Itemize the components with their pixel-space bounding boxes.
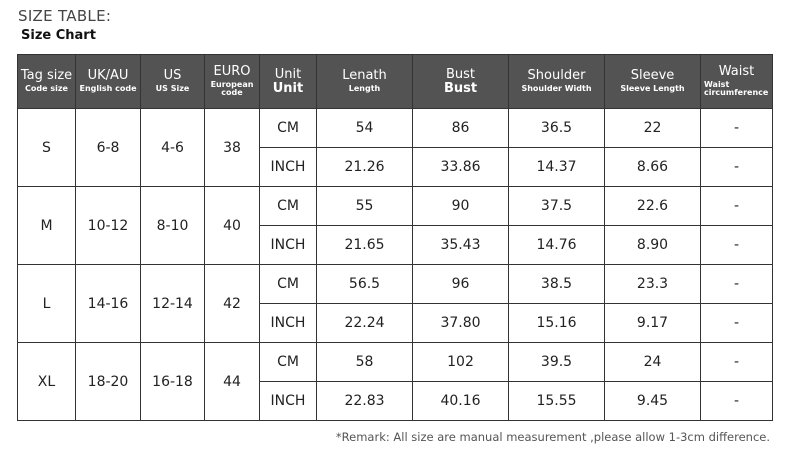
header-waist	[701, 55, 773, 109]
euro-cell: 40	[205, 187, 260, 265]
waist-cell: -	[701, 265, 773, 304]
header-main: Unit	[274, 66, 302, 82]
header-main: EURO	[213, 64, 251, 80]
waist-cell: -	[701, 187, 773, 226]
header-main: Tag size	[20, 68, 73, 84]
sleeve-cell: 24	[605, 343, 701, 382]
header-euro	[205, 55, 260, 109]
header-main: Sleeve	[630, 68, 675, 84]
bust-cell: 33.86	[413, 148, 509, 187]
bust-cell: 40.16	[413, 382, 509, 421]
bust-cell: 37.80	[413, 304, 509, 343]
shoulder-cell: 15.55	[509, 382, 605, 421]
header-sub: Unit	[272, 80, 304, 96]
uk-au-cell: 14-16	[76, 265, 141, 343]
waist-cell: -	[701, 109, 773, 148]
shoulder-cell: 15.16	[509, 304, 605, 343]
us-cell: 4-6	[141, 109, 205, 187]
header-sleeve	[605, 55, 701, 109]
unit-cell: CM	[260, 187, 317, 226]
waist-cell: -	[701, 382, 773, 421]
length-cell: 21.65	[317, 226, 413, 265]
sleeve-cell: 22	[605, 109, 701, 148]
tag-size-cell: XL	[18, 343, 76, 421]
unit-cell: INCH	[260, 304, 317, 343]
chart-subtitle: Size Chart	[21, 28, 96, 43]
unit-cell: CM	[260, 109, 317, 148]
waist-cell: -	[701, 304, 773, 343]
header-uk-au	[76, 55, 141, 109]
sleeve-cell: 9.45	[605, 382, 701, 421]
header-main: US	[163, 68, 182, 84]
shoulder-cell: 37.5	[509, 187, 605, 226]
header-main: Bust	[445, 66, 476, 82]
uk-au-cell: 18-20	[76, 343, 141, 421]
header-main: Shoulder	[527, 68, 586, 84]
sleeve-cell: 9.17	[605, 304, 701, 343]
length-cell: 55	[317, 187, 413, 226]
shoulder-cell: 36.5	[509, 109, 605, 148]
euro-cell: 44	[205, 343, 260, 421]
length-cell: 21.26	[317, 148, 413, 187]
header-sub: Waist circumference	[704, 79, 769, 98]
unit-cell: INCH	[260, 226, 317, 265]
header-main: UK/AU	[87, 68, 129, 84]
header-sub: English code	[79, 84, 137, 94]
table-row	[18, 187, 773, 226]
shoulder-cell: 39.5	[509, 343, 605, 382]
sleeve-cell: 8.66	[605, 148, 701, 187]
table-row	[18, 109, 773, 148]
header-main: Waist	[718, 64, 755, 80]
waist-cell: -	[701, 343, 773, 382]
unit-cell: CM	[260, 343, 317, 382]
us-cell: 16-18	[141, 343, 205, 421]
length-cell: 58	[317, 343, 413, 382]
header-sub: Length	[348, 84, 381, 94]
euro-cell: 38	[205, 109, 260, 187]
tag-size-cell: M	[18, 187, 76, 265]
header-bust	[413, 55, 509, 109]
header-main: Lenath	[342, 68, 387, 84]
header-unit	[260, 55, 317, 109]
sleeve-cell: 8.90	[605, 226, 701, 265]
bust-cell: 86	[413, 109, 509, 148]
shoulder-cell: 14.76	[509, 226, 605, 265]
remark-note: *Remark: All size are manual measurement ,please allow 1-3cm difference.	[335, 430, 770, 444]
sleeve-cell: 22.6	[605, 187, 701, 226]
header-sub: Sleeve Length	[620, 84, 685, 94]
length-cell: 56.5	[317, 265, 413, 304]
bust-cell: 90	[413, 187, 509, 226]
header-sub: Code size	[25, 84, 68, 94]
header-tag-size	[18, 55, 76, 109]
bust-cell: 35.43	[413, 226, 509, 265]
length-cell: 54	[317, 109, 413, 148]
header-sub: Bust	[443, 80, 478, 96]
header-row	[18, 55, 773, 109]
header-sub: European code	[210, 79, 254, 98]
unit-cell: INCH	[260, 382, 317, 421]
unit-cell: INCH	[260, 148, 317, 187]
page-title: SIZE TABLE:	[18, 7, 112, 25]
length-cell: 22.24	[317, 304, 413, 343]
waist-cell: -	[701, 226, 773, 265]
header-shoulder	[509, 55, 605, 109]
sleeve-cell: 23.3	[605, 265, 701, 304]
header-sub: US Size	[155, 84, 190, 94]
uk-au-cell: 6-8	[76, 109, 141, 187]
uk-au-cell: 10-12	[76, 187, 141, 265]
tag-size-cell: S	[18, 109, 76, 187]
bust-cell: 102	[413, 343, 509, 382]
bust-cell: 96	[413, 265, 509, 304]
us-cell: 8-10	[141, 187, 205, 265]
shoulder-cell: 14.37	[509, 148, 605, 187]
waist-cell: -	[701, 148, 773, 187]
shoulder-cell: 38.5	[509, 265, 605, 304]
length-cell: 22.83	[317, 382, 413, 421]
table-row	[18, 265, 773, 304]
us-cell: 12-14	[141, 265, 205, 343]
table-row	[18, 343, 773, 382]
tag-size-cell: L	[18, 265, 76, 343]
header-length	[317, 55, 413, 109]
size-chart-table	[17, 54, 773, 421]
header-us	[141, 55, 205, 109]
euro-cell: 42	[205, 265, 260, 343]
unit-cell: CM	[260, 265, 317, 304]
header-sub: Shoulder Width	[521, 84, 592, 94]
